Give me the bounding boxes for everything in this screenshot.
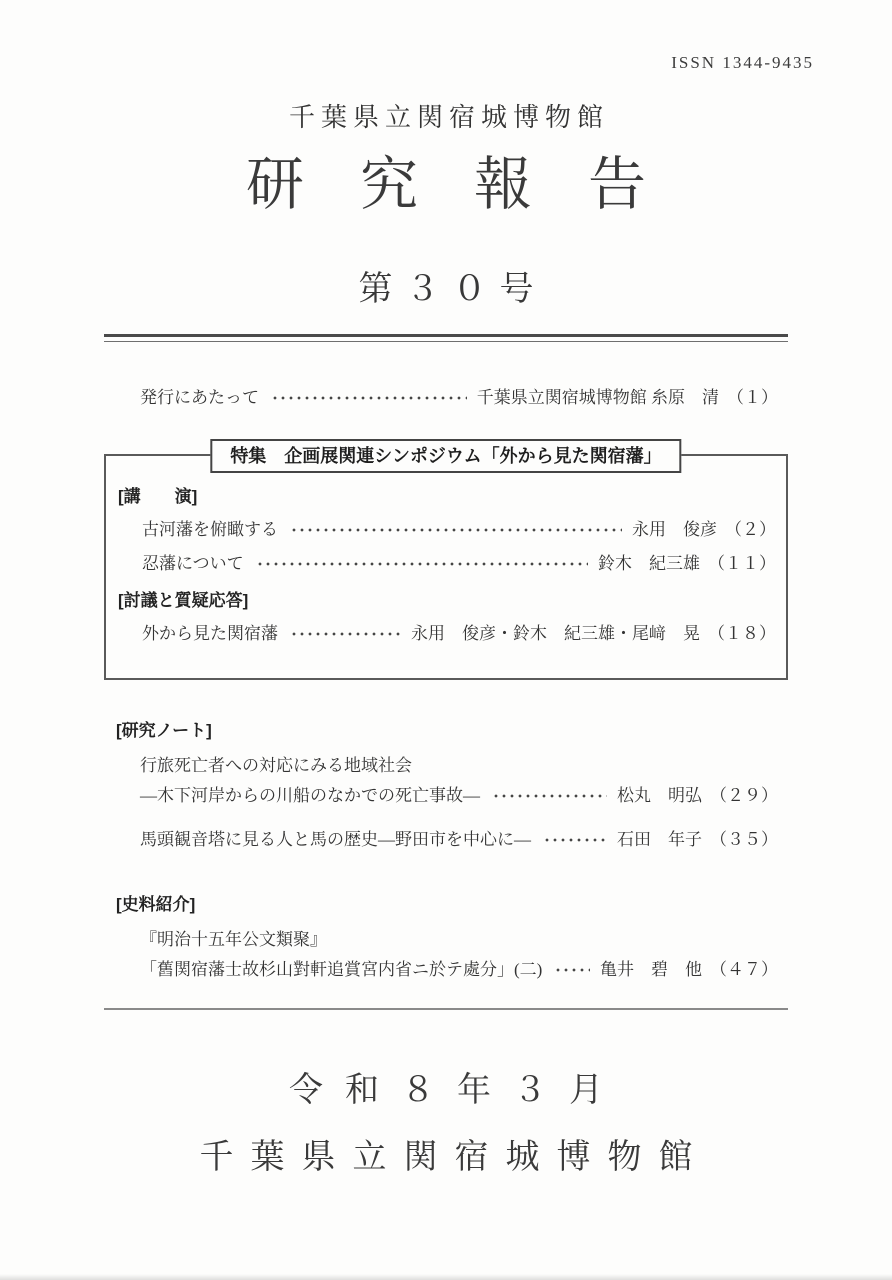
rule-thin xyxy=(104,341,788,342)
dot-leader xyxy=(290,525,622,535)
entry-page-number: （１８） xyxy=(708,624,776,643)
toc-entry xyxy=(106,518,786,542)
entry-author: 永用 俊彦 xyxy=(632,520,717,539)
toc-entry xyxy=(106,552,786,576)
issn-number: ISSN 1344-9435 xyxy=(671,53,814,72)
dot-leader xyxy=(492,791,607,801)
toc-entry xyxy=(104,828,788,852)
publisher-name-bottom: 千葉県立関宿城博物館 xyxy=(199,1139,710,1176)
section-heading-lectures: [講 演] xyxy=(118,487,198,506)
entry-page-number: （２） xyxy=(725,520,776,539)
entry-title: 馬頭観音塔に見る人と馬の歴史―野田市を中心に― xyxy=(140,830,531,849)
entry-author: 永用 俊彦・鈴木 紀三雄・尾﨑 晃 xyxy=(411,624,700,643)
entry-author: 千葉県立関宿城博物館 糸原 清 xyxy=(476,388,719,407)
issue-number: 第３０号 xyxy=(358,271,547,308)
entry-title: 外から見た関宿藩 xyxy=(142,624,278,643)
entry-title: 古河藩を俯瞰する xyxy=(142,520,278,539)
table-of-contents xyxy=(104,386,788,982)
dot-leader xyxy=(543,835,607,845)
entry-author: 石田 年子 xyxy=(617,830,702,849)
dot-leader xyxy=(554,965,590,975)
section-heading-materials: [史料紹介] xyxy=(116,895,196,914)
entry-title-line1: 『明治十五年公文類聚』 xyxy=(140,930,327,949)
special-feature-box xyxy=(104,446,788,680)
publication-date: 令和８年３月 xyxy=(289,1072,625,1109)
double-rule-divider xyxy=(104,334,788,342)
publisher-name-top: 千葉県立関宿城博物館 xyxy=(288,103,609,132)
entry-author: 松丸 明弘 xyxy=(617,786,702,805)
entry-title-line2: 「舊関宿藩士故杉山對軒追賞宮内省ニ於テ處分」(二) xyxy=(140,960,543,979)
rule-thick xyxy=(104,334,788,337)
entry-title: 忍藩について xyxy=(142,554,244,573)
scan-edge-shadow xyxy=(0,1274,892,1280)
journal-title: 研究報告 xyxy=(245,152,702,217)
dot-leader xyxy=(256,559,588,569)
dot-leader xyxy=(271,393,467,403)
entry-title: 発行にあたって xyxy=(140,388,259,407)
toc-entry xyxy=(106,622,786,646)
entry-title-line1: 行旅死亡者への対応にみる地域社会 xyxy=(140,756,412,775)
toc-entry xyxy=(104,784,788,808)
entry-page-number: （３５） xyxy=(710,830,778,849)
bottom-rule-divider xyxy=(104,1008,788,1010)
entry-title-line2: ―木下河岸からの川船のなかでの死亡事故― xyxy=(140,786,480,805)
section-heading-discussion: [討議と質疑応答] xyxy=(118,591,249,610)
dot-leader xyxy=(290,629,401,639)
toc-entry xyxy=(104,958,788,982)
special-feature-banner: 特集 企画展関連シンポジウム「外から見た関宿藩」 xyxy=(210,439,681,473)
entry-page-number: （４７） xyxy=(710,960,778,979)
section-heading-research-notes: [研究ノート] xyxy=(116,721,212,740)
toc-entry-preface xyxy=(104,386,788,410)
entry-author: 鈴木 紀三雄 xyxy=(598,554,700,573)
entry-author: 亀井 碧 他 xyxy=(600,960,702,979)
entry-page-number: （１１） xyxy=(708,554,776,573)
entry-page-number: （２９） xyxy=(710,786,778,805)
entry-page-number: （１） xyxy=(727,388,778,407)
